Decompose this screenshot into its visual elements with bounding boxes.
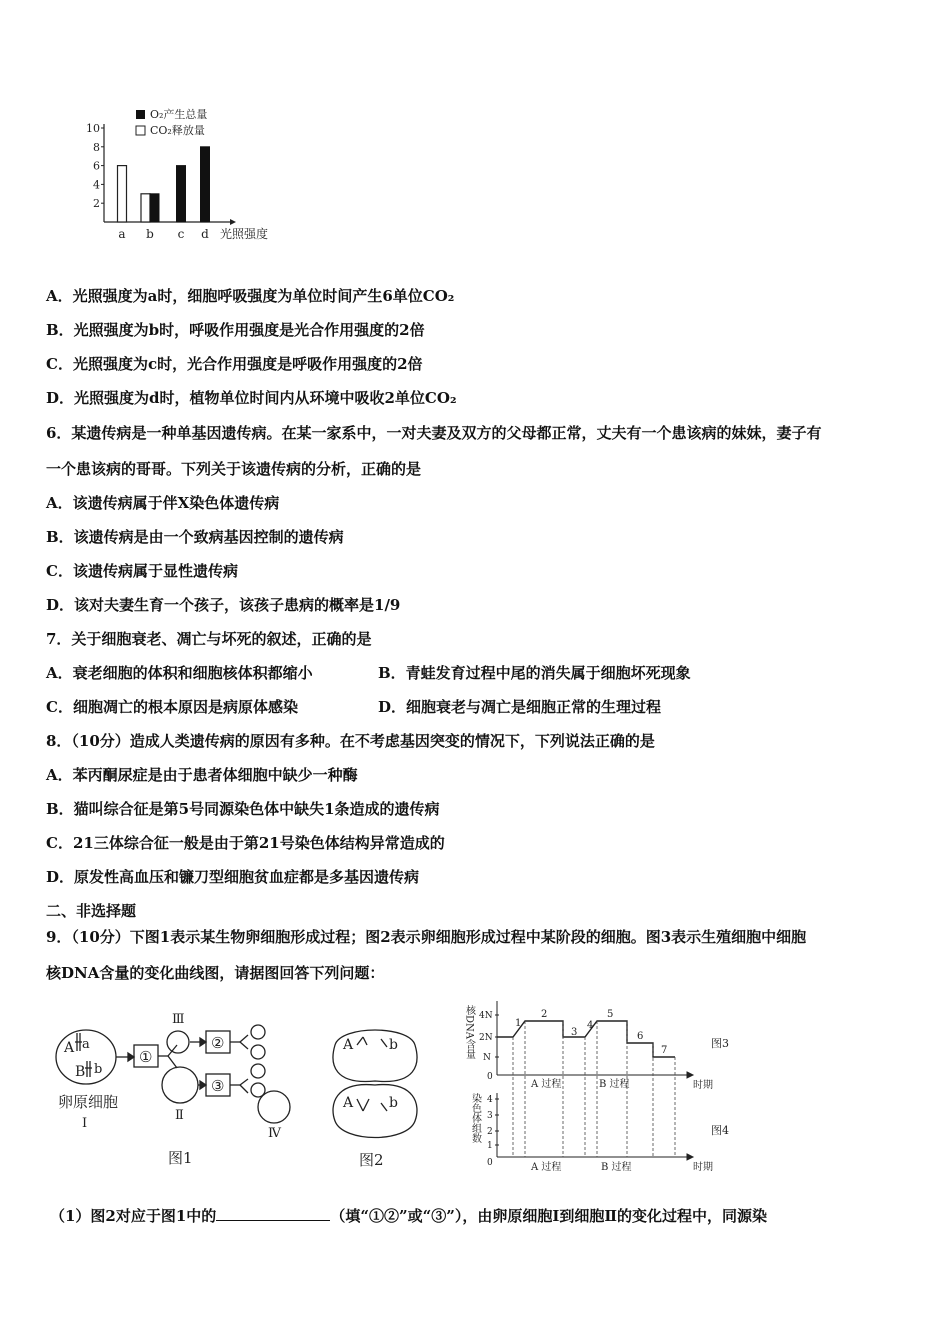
fig4-proc-a: A 过程 bbox=[531, 1162, 562, 1173]
fig3-seg-2: 2 bbox=[541, 1009, 548, 1020]
q6-stem-line2: 一个患该病的哥哥。下列关于该遗传病的分析，正确的是 bbox=[46, 460, 422, 478]
fig3-ytick-n: N bbox=[483, 1053, 491, 1063]
fig1-label-ii: Ⅱ bbox=[175, 1108, 184, 1123]
q7-stem: 7．关于细胞衰老、凋亡与坏死的叙述，正确的是 bbox=[46, 630, 372, 648]
bar-co2-release bbox=[118, 166, 127, 222]
q5-option-c: C．光照强度为c时，光合作用强度是呼吸作用强度的2倍 bbox=[46, 355, 423, 373]
fig1-step-2: ② bbox=[211, 1034, 225, 1052]
fig3-proc-a: A 过程 bbox=[531, 1079, 562, 1090]
q7-option-a: A．衰老细胞的体积和细胞核体积都缩小 bbox=[46, 664, 313, 682]
bar-chart bbox=[70, 100, 300, 250]
q6-option-c: C．该遗传病属于显性遗传病 bbox=[46, 562, 238, 580]
fig4-ytick-4: 4 bbox=[487, 1095, 493, 1105]
fig3-proc-b: B 过程 bbox=[599, 1079, 630, 1090]
fig4-ytick-3: 3 bbox=[487, 1111, 493, 1121]
q6-option-b: B．该遗传病是由一个致病基因控制的遗传病 bbox=[46, 528, 344, 546]
fig3-seg-4: 4 bbox=[587, 1020, 594, 1031]
fig3-seg-6: 6 bbox=[637, 1031, 644, 1042]
legend-label-o2: O₂产生总量 bbox=[150, 108, 208, 121]
fig1-label-iii: Ⅲ bbox=[172, 1012, 185, 1027]
q8-option-c: C．21三体综合征一般是由于第21号染色体结构异常造成的 bbox=[46, 834, 445, 852]
x-tick-label: c bbox=[177, 227, 185, 241]
y-tick-label: 8 bbox=[93, 140, 100, 154]
q7-option-d: D．细胞衰老与凋亡是细胞正常的生理过程 bbox=[378, 698, 662, 716]
x-tick-label: a bbox=[118, 227, 126, 241]
q9-sub1 bbox=[50, 1206, 767, 1226]
fig1-label-cell: 卵原细胞 bbox=[58, 1093, 119, 1111]
fig4-ytick-1: 1 bbox=[487, 1141, 493, 1151]
q9-stem-line2: 核DNA含量的变化曲线图，请据图回答下列问题： bbox=[46, 964, 385, 982]
fig2-gene-a-bottom: A bbox=[343, 1095, 354, 1111]
figure-2 bbox=[325, 1015, 425, 1175]
q9-sub1-suffix: （填“①②”或“③”），由卵原细胞Ⅰ到细胞Ⅱ的变化过程中，同源染 bbox=[330, 1207, 767, 1225]
fig4-caption: 图4 bbox=[711, 1124, 729, 1137]
fig4-ytick-0: 0 bbox=[487, 1158, 493, 1168]
fig3-ytick-2n: 2N bbox=[479, 1033, 493, 1043]
y-tick-label: 2 bbox=[93, 197, 100, 211]
bar-co2-release bbox=[141, 194, 150, 222]
fig4-ylabel: 染色体组数 bbox=[469, 1093, 481, 1143]
bar-o2-total bbox=[150, 194, 159, 222]
legend-swatch-co2 bbox=[136, 126, 145, 135]
fig2-gene-b-top: b bbox=[389, 1037, 398, 1053]
fig3-seg-5: 5 bbox=[607, 1009, 614, 1020]
q8-stem: 8．（10分）造成人类遗传病的原因有多种。在不考虑基因突变的情况下，下列说法正确的是 bbox=[46, 732, 655, 750]
q5-option-d: D．光照强度为d时，植物单位时间内从环境中吸收2单位CO₂ bbox=[46, 389, 457, 407]
fig4-xlabel: 时期 bbox=[693, 1162, 713, 1173]
q6-stem-line1: 6．某遗传病是一种单基因遗传病。在某一家系中，一对夫妻及双方的父母都正常，丈夫有一个患该病的妹妹，妻子有 bbox=[46, 424, 822, 442]
fig1-label-iv: Ⅳ bbox=[268, 1126, 281, 1141]
x-tick-label: b bbox=[146, 227, 154, 241]
q9-stem-line1: 9．（10分）下图1表示某生物卵细胞形成过程；图2表示卵细胞形成过程中某阶段的细胞。图3表示生殖细胞中细胞 bbox=[46, 928, 807, 946]
q8-option-a: A．苯丙酮尿症是由于患者体细胞中缺少一种酶 bbox=[46, 766, 358, 784]
figure-1 bbox=[50, 1005, 330, 1175]
figure-3-4 bbox=[465, 995, 745, 1180]
x-axis-arrow bbox=[230, 219, 236, 225]
fig3-seg-3: 3 bbox=[571, 1027, 578, 1038]
fig3-xlabel: 时期 bbox=[693, 1080, 713, 1091]
y-tick-label: 6 bbox=[93, 159, 100, 173]
fig1-step-3: ③ bbox=[211, 1077, 225, 1095]
fig3-caption: 图3 bbox=[711, 1037, 729, 1050]
q8-option-b: B．猫叫综合征是第5号同源染色体中缺失1条造成的遗传病 bbox=[46, 800, 440, 818]
legend-swatch-o2 bbox=[136, 110, 145, 119]
fig2-gene-b-bottom: b bbox=[389, 1095, 398, 1111]
fig2-caption: 图2 bbox=[359, 1151, 384, 1169]
bar-o2-total bbox=[201, 147, 210, 222]
q7-option-c: C．细胞凋亡的根本原因是病原体感染 bbox=[46, 698, 298, 716]
fig3-ytick-4n: 4N bbox=[479, 1011, 493, 1021]
legend-label-co2: CO₂释放量 bbox=[150, 124, 205, 137]
fig3-ytick-0: 0 bbox=[487, 1072, 493, 1082]
answer-blank[interactable] bbox=[216, 1206, 330, 1221]
fig2-gene-a-top: A bbox=[343, 1037, 354, 1053]
fig4-ytick-2: 2 bbox=[487, 1127, 493, 1137]
fig4-proc-b: B 过程 bbox=[601, 1162, 632, 1173]
q8-option-d: D．原发性高血压和镰刀型细胞贫血症都是多基因遗传病 bbox=[46, 868, 420, 886]
q7-option-b: B．青蛙发育过程中尾的消失属于细胞坏死现象 bbox=[378, 664, 691, 682]
bar-o2-total bbox=[177, 166, 186, 222]
x-axis-label: 光照强度 bbox=[220, 227, 269, 241]
fig3-seg-7: 7 bbox=[661, 1045, 668, 1056]
q6-option-a: A．该遗传病属于伴X染色体遗传病 bbox=[46, 494, 280, 512]
q5-option-a: A．光照强度为a时，细胞呼吸强度为单位时间产生6单位CO₂ bbox=[46, 287, 455, 305]
fig3-seg-1: 1 bbox=[515, 1018, 522, 1029]
section-heading: 二、非选择题 bbox=[46, 902, 137, 920]
y-tick-label: 4 bbox=[93, 178, 100, 192]
q5-option-b: B．光照强度为b时，呼吸作用强度是光合作用强度的2倍 bbox=[46, 321, 425, 339]
x-tick-label: d bbox=[201, 227, 209, 241]
fig1-step-1: ① bbox=[139, 1048, 153, 1066]
q6-option-d: D．该对夫妻生育一个孩子，该孩子患病的概率是1/9 bbox=[46, 596, 401, 614]
fig1-caption: 图1 bbox=[168, 1149, 193, 1167]
fig3-ylabel: 核DNA含量 bbox=[463, 1005, 475, 1059]
fig1-gene-a-upper: A bbox=[64, 1040, 75, 1056]
fig1-gene-b-upper: B bbox=[75, 1064, 86, 1080]
fig1-gene-a-lower: a bbox=[82, 1037, 90, 1052]
fig1-label-i: Ⅰ bbox=[82, 1116, 88, 1131]
y-tick-label: 10 bbox=[86, 122, 100, 135]
q9-sub1-prefix: （1）图2对应于图1中的 bbox=[50, 1207, 217, 1225]
fig1-gene-b-lower: b bbox=[94, 1062, 103, 1077]
